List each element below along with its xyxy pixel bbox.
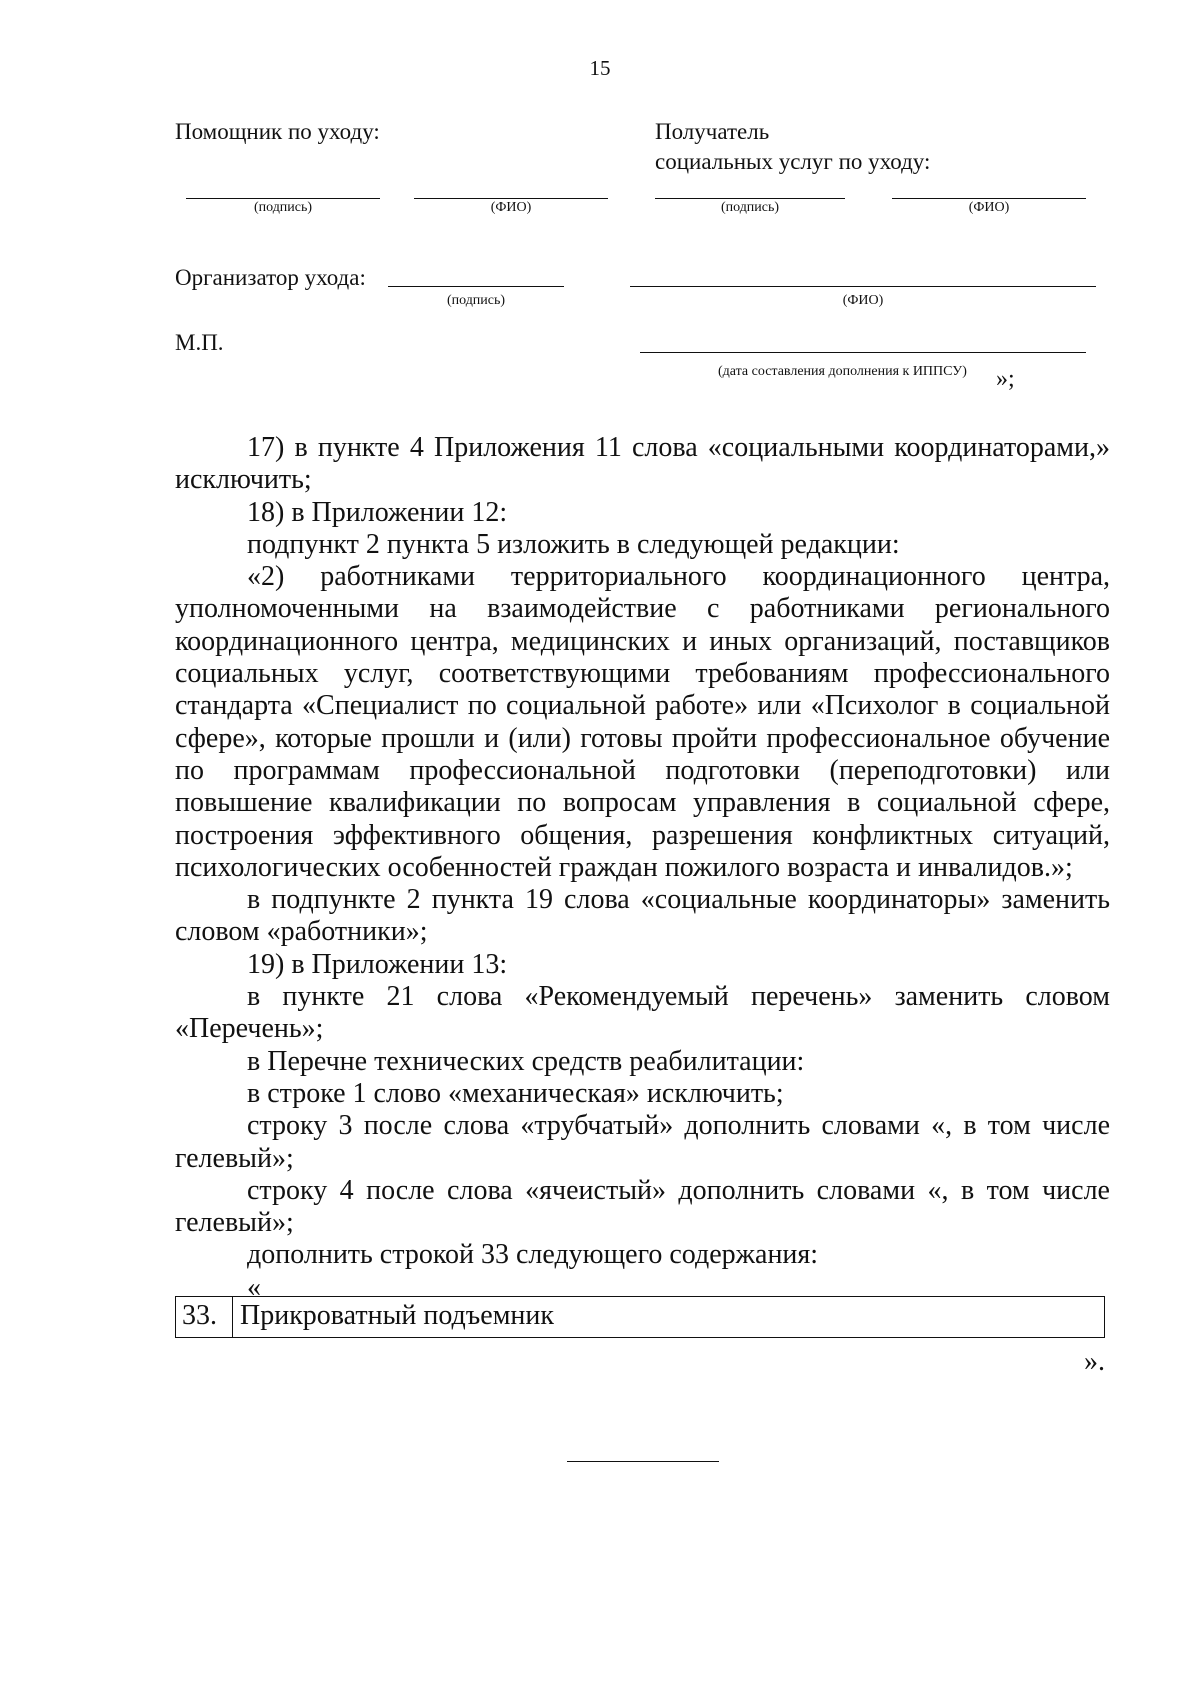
recipient-signature-caption: (подпись) — [720, 200, 780, 215]
assistant-signature-caption: (подпись) — [253, 200, 313, 215]
paragraph-17: 17) в пункте 4 Приложения 11 слова «социальными координаторами,» исключить; — [175, 432, 1110, 496]
date-caption-end: »; — [996, 366, 1015, 392]
assistant-label: Помощник по уходу: — [175, 119, 380, 144]
paragraph-19-row3: строку 3 после слова «трубчатый» дополнить словами «, в том числе гелевый»; — [175, 1110, 1110, 1174]
recipient-label-line2: социальных услуг по уходу: — [655, 149, 931, 174]
closing-quote: ». — [1084, 1346, 1105, 1377]
recipient-label-line1: Получатель — [655, 119, 770, 144]
recipient-fio-caption: (ФИО) — [968, 200, 1010, 215]
table-cell-text: Прикроватный подъемник — [240, 1300, 555, 1331]
paragraph-18-quoted-text: «2) работниками территориального координационного центра, уполномоченными на взаимодействие с работниками регионального координационного центра, медицинских и иных организаций, поставщиков социальных услуг, соответствующими требованиям профессионального стандарта «Специалист по социальной работе» или «Психолог в социальной сфере», которые прошли и (или) готовы пройти профессиональное обучение по программам профессиональной подготовки (переподготовки) или повышение квалификации по вопросам управления в социальной сфере, построения эффективного общения, разрешения конфликтных ситуаций, психологических особенностей граждан пожилого возраста и инвалидов.»; — [175, 561, 1110, 883]
organizer-fio-caption: (ФИО) — [842, 293, 884, 308]
recipient-signature-line — [655, 198, 845, 199]
end-separator-line — [567, 1461, 719, 1462]
recipient-fio-line — [892, 198, 1086, 199]
paragraph-18-subitem: подпункт 2 пункта 5 изложить в следующей редакции: — [247, 528, 900, 560]
table-cell-number: 33. — [176, 1297, 233, 1337]
paragraph-18: 18) в Приложении 12: — [247, 496, 508, 528]
organizer-signature-line — [388, 286, 564, 287]
paragraph-19: 19) в Приложении 13: — [247, 948, 508, 980]
opening-quote: « — [247, 1271, 261, 1303]
organizer-fio-line — [630, 286, 1096, 287]
organizer-signature-caption: (подпись) — [446, 293, 506, 308]
assistant-fio-line — [414, 198, 608, 199]
assistant-fio-caption: (ФИО) — [490, 200, 532, 215]
page-number: 15 — [589, 56, 611, 80]
paragraph-19-row4: строку 4 после слова «ячеистый» дополнить словами «, в том числе гелевый»; — [175, 1174, 1110, 1239]
paragraph-18-item19: в подпункте 2 пункта 19 слова «социальные координаторы» заменить словом «работники»; — [175, 884, 1110, 948]
paragraph-19-row1: в строке 1 слово «механическая» исключить; — [247, 1077, 784, 1109]
added-table-row — [175, 1296, 1105, 1338]
body-text — [175, 432, 1110, 1304]
paragraph-19-row33: дополнить строкой 33 следующего содержания: — [247, 1239, 819, 1271]
paragraph-19-list-heading: в Перечне технических средств реабилитации: — [247, 1045, 805, 1077]
assistant-signature-line — [186, 198, 380, 199]
paragraph-19-item21: в пункте 21 слова «Рекомендуемый перечень» заменить словом «Перечень»; — [175, 981, 1110, 1045]
date-line — [640, 352, 1086, 353]
date-caption: (дата составления дополнения к ИППСУ) — [718, 364, 967, 379]
organizer-label: Организатор ухода: — [175, 265, 366, 290]
stamp-label: М.П. — [175, 330, 224, 355]
